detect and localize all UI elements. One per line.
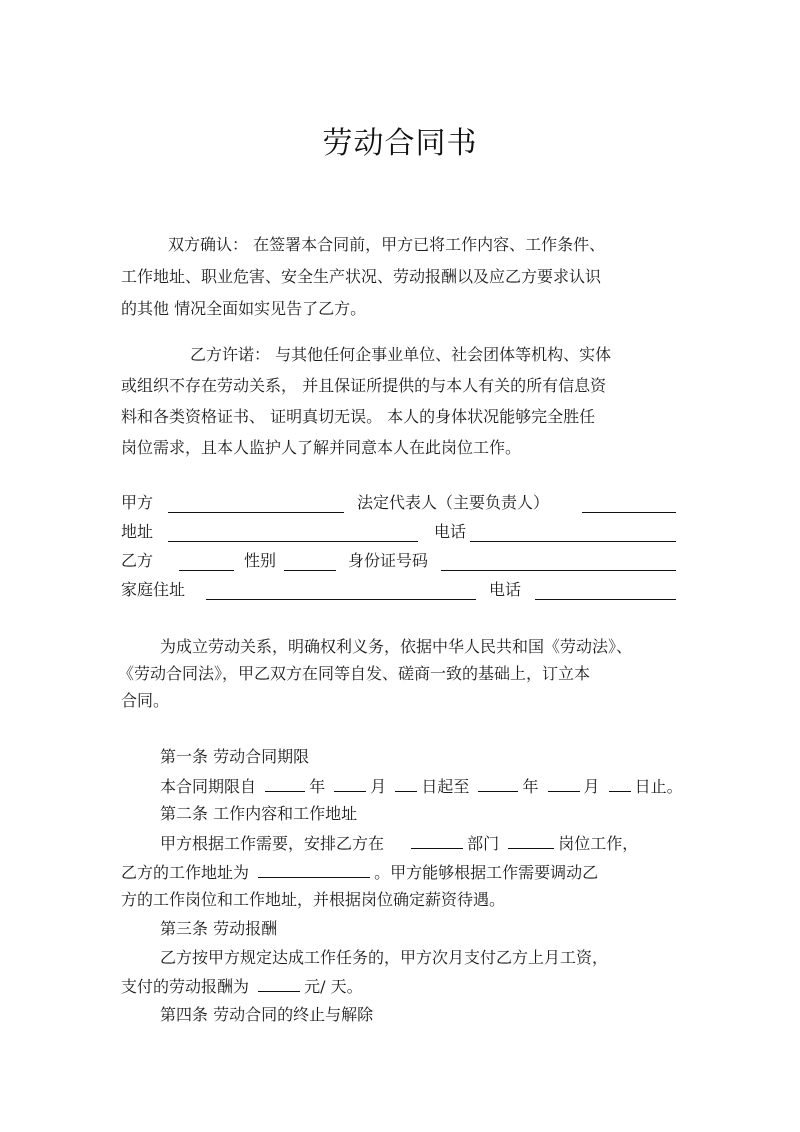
day-to-label: 日止。 [634,777,683,796]
article-4-title: 第四条 劳动合同的终止与解除 [160,1005,374,1024]
field-phone1-label: 电话 [434,522,467,541]
confirm-line-3: 的其他 情况全面如实见告了乙方。 [121,299,367,318]
basis-line-2: 《劳动合同法》，甲乙双方在同等自发、磋商一致的基础上，订立本 [118,664,591,683]
field-party-b-label: 乙方 [121,551,154,570]
legal-rep-blank[interactable] [582,511,676,513]
article-1-term-line [160,775,683,798]
article-2-line-1 [160,832,638,855]
confirm-line-2: 工作地址、职业危害、安全生产状况、劳动报酬以及应乙方要求认识 [121,267,602,286]
salary-suffix: 元/ 天。 [304,977,363,996]
confirm-line-1: 双方确认： 在签署本合同前，甲方已将工作内容、工作条件、 [168,235,606,254]
article-2-line-2 [121,861,598,884]
year-label-2: 年 [522,777,539,796]
end-day-blank[interactable] [609,775,631,792]
field-id-label: 身份证号码 [348,551,429,570]
dept-label: 部门 [467,834,500,853]
start-year-blank[interactable] [265,775,305,792]
day-from-label: 日起至 [421,777,470,796]
basis-line-3: 合同。 [121,691,170,710]
gender-blank[interactable] [284,569,336,571]
end-year-blank[interactable] [478,775,518,792]
document-title: 劳动合同书 [322,126,478,161]
assign-prefix: 甲方根据工作需要，安排乙方在 [160,834,385,853]
end-month-blank[interactable] [548,775,580,792]
phone1-blank[interactable] [470,540,676,542]
article-3-title: 第三条 劳动报酬 [160,919,278,938]
article-2-title: 第二条 工作内容和工作地址 [160,804,358,823]
department-blank[interactable] [411,832,463,849]
term-prefix: 本合同期限自 [160,777,257,796]
article-2-line-3: 方的工作岗位和工作地址，并根据岗位确定薪资待遇。 [121,890,506,909]
work-address-blank[interactable] [258,861,370,878]
field-home-address-label: 家庭住址 [121,580,186,599]
year-label: 年 [309,777,326,796]
month-label: 月 [370,777,387,796]
phone2-blank[interactable] [535,598,676,600]
work-address-suffix: 。甲方能够根据工作需要调动乙 [374,863,599,882]
daily-salary-blank[interactable] [258,975,300,992]
field-address-label: 地址 [121,522,154,541]
party-b-blank[interactable] [179,569,234,571]
promise-line-3: 料和各类资格证书、 证明真切无误。 本人的身体状况能够完全胜任 [121,407,596,426]
start-day-blank[interactable] [395,775,417,792]
month-label-2: 月 [583,777,600,796]
article-3-line-1: 乙方按甲方规定达成工作任务的，甲方次月支付乙方上月工资， [160,948,609,967]
field-gender-label: 性别 [244,551,277,570]
post-blank[interactable] [508,832,554,849]
basis-line-1: 为成立劳动关系，明确权利义务，依据中华人民共和国《劳动法》、 [160,637,633,656]
promise-line-1: 乙方许诺： 与其他任何企事业单位、社会团体等机构、实体 [190,345,612,364]
promise-line-2: 或组织不存在劳动关系， 并且保证所提供的与本人有关的所有信息资 [121,376,607,395]
field-party-a-label: 甲方 [121,493,154,512]
field-legal-rep-label: 法定代表人（主要负责人） [357,493,550,512]
start-month-blank[interactable] [334,775,366,792]
work-address-prefix: 乙方的工作地址为 [121,863,250,882]
salary-prefix: 支付的劳动报酬为 [121,977,250,996]
article-3-line-2 [121,975,363,998]
id-number-blank[interactable] [441,569,676,571]
address-blank[interactable] [168,540,418,542]
promise-line-4: 岗位需求，且本人监护人了解并同意本人在此岗位工作。 [121,438,522,457]
home-address-blank[interactable] [206,598,476,600]
post-label: 岗位工作， [558,834,639,853]
field-phone2-label: 电话 [489,580,522,599]
article-1-title: 第一条 劳动合同期限 [160,747,310,766]
party-a-blank[interactable] [168,511,344,513]
